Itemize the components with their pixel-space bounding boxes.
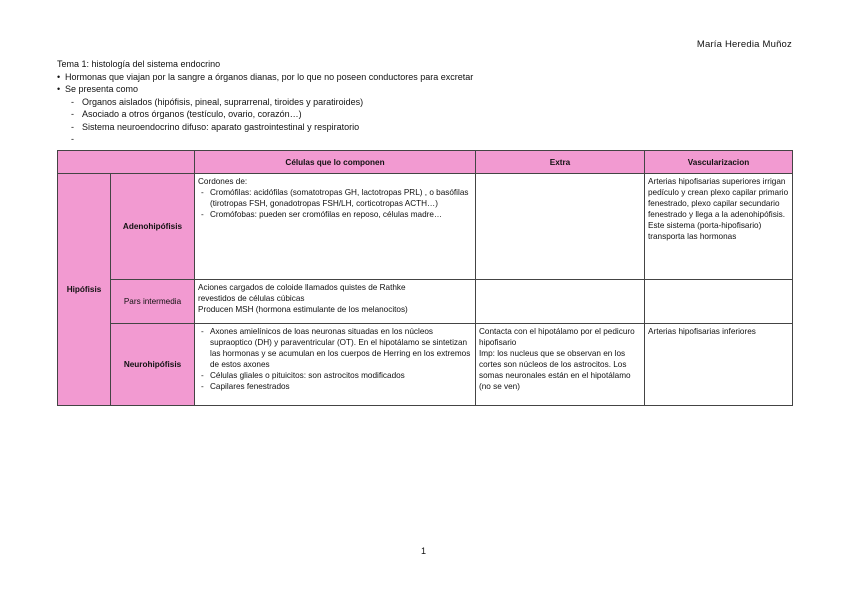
- vascularization-cell: Arterias hipofisarias superiores irrigan pedículo y crean plexo capilar primario fenestrado, plexo capilar secundario fenestrado y llega a la adenohipófisis. Este sistema (porta-hipofisario) transporta las hormonas: [645, 174, 793, 280]
- header-vascularization: Vascularizacion: [645, 151, 793, 174]
- sub-item-text: Asociado a otros órganos (testículo, ovario, corazón…): [82, 109, 302, 119]
- part-label: Adenohipófisis: [111, 174, 195, 280]
- cells-line: revestidos de células cúbicas: [198, 294, 305, 303]
- topic-title: Tema 1: histología del sistema endocrino: [57, 59, 221, 69]
- header-cells: Células que lo componen: [195, 151, 476, 174]
- sub-item: -: [71, 134, 74, 144]
- extra-line: Contacta con el hipotálamo por el pedicuro hipofisario: [479, 327, 635, 347]
- list-item: - Capilares fenestrados: [210, 381, 472, 392]
- hypophysis-table: [57, 150, 793, 406]
- sub-item-text: Organos aislados (hipófisis, pineal, suprarrenal, tiroides y paratiroides): [82, 96, 364, 107]
- sub-item: - Sistema neuroendocrino difuso: aparato gastrointestinal y respiratorio: [71, 121, 360, 132]
- cells-intro: Cordones de:: [198, 177, 248, 186]
- cells-line: Aciones cargados de coloide llamados quistes de Rathke: [198, 283, 406, 292]
- table-row: [58, 324, 793, 406]
- list-item: - Cromófobas: pueden ser cromófilas en reposo, células madre…: [210, 209, 472, 220]
- extra-cell: [476, 280, 645, 324]
- table-header-row: [58, 151, 793, 174]
- bullet-text: Hormonas que viajan por la sangre a órganos dianas, por lo que no poseen conductores para excretar: [65, 71, 474, 82]
- part-label: Pars intermedia: [111, 280, 195, 324]
- cells-description: [195, 324, 476, 406]
- bullet-item: • Hormonas que viajan por la sangre a órganos dianas, por lo que no poseen conductores para excretar: [57, 71, 474, 82]
- part-label: Neurohipófisis: [111, 324, 195, 406]
- extra-line: Imp: los nucleus que se observan en los cortes son núcleos de los astrocitos. Los somas neuronales están en el hipotálamo (no se ven): [479, 349, 631, 391]
- list-item: - Células gliales o pituicitos: son astrocitos modificados: [210, 370, 472, 381]
- intro-section: [57, 58, 797, 146]
- page-number: 1: [421, 546, 427, 556]
- header-extra: Extra: [476, 151, 645, 174]
- gland-label: Hipófisis: [58, 174, 111, 406]
- sub-item-text: Sistema neuroendocrino difuso: aparato gastrointestinal y respiratorio: [82, 121, 360, 132]
- cells-line: Producen MSH (hormona estimulante de los melanocitos): [198, 305, 408, 314]
- list-item: - Axones amielínicos de loas neuronas situadas en los núcleos supraoptico (DH) y paraventricular (OT). En el hipotálamo se sintetizan las hormonas y se acumulan en los cuerpos de Herring en los extremos de estos axones: [210, 326, 472, 370]
- cells-description: [195, 280, 476, 324]
- cells-description: [195, 174, 476, 280]
- author-name: María Heredia Muñoz: [696, 39, 792, 50]
- extra-cell: [476, 324, 645, 406]
- bullet-item: • Se presenta como: [57, 84, 139, 94]
- extra-cell: [476, 174, 645, 280]
- table-row: [58, 280, 793, 324]
- cells-list: [198, 187, 472, 220]
- vascularization-cell: Arterias hipofisarias inferiores: [645, 324, 793, 406]
- header-cell-empty: [58, 151, 195, 174]
- vascularization-cell: [645, 280, 793, 324]
- bullet-text: Se presenta como: [65, 84, 139, 94]
- cells-list: [198, 326, 472, 392]
- sub-item: - Asociado a otros órganos (testículo, ovario, corazón…): [71, 109, 302, 119]
- sub-item: - Organos aislados (hipófisis, pineal, suprarrenal, tiroides y paratiroides): [71, 96, 364, 107]
- table-row: [58, 174, 793, 280]
- list-item: - Cromófilas: acidófilas (somatotropas GH, lactotropas PRL) , o basófilas (tirotropas FSH, gonadotropas FSH/LH, corticotropas ACTH…): [210, 187, 472, 209]
